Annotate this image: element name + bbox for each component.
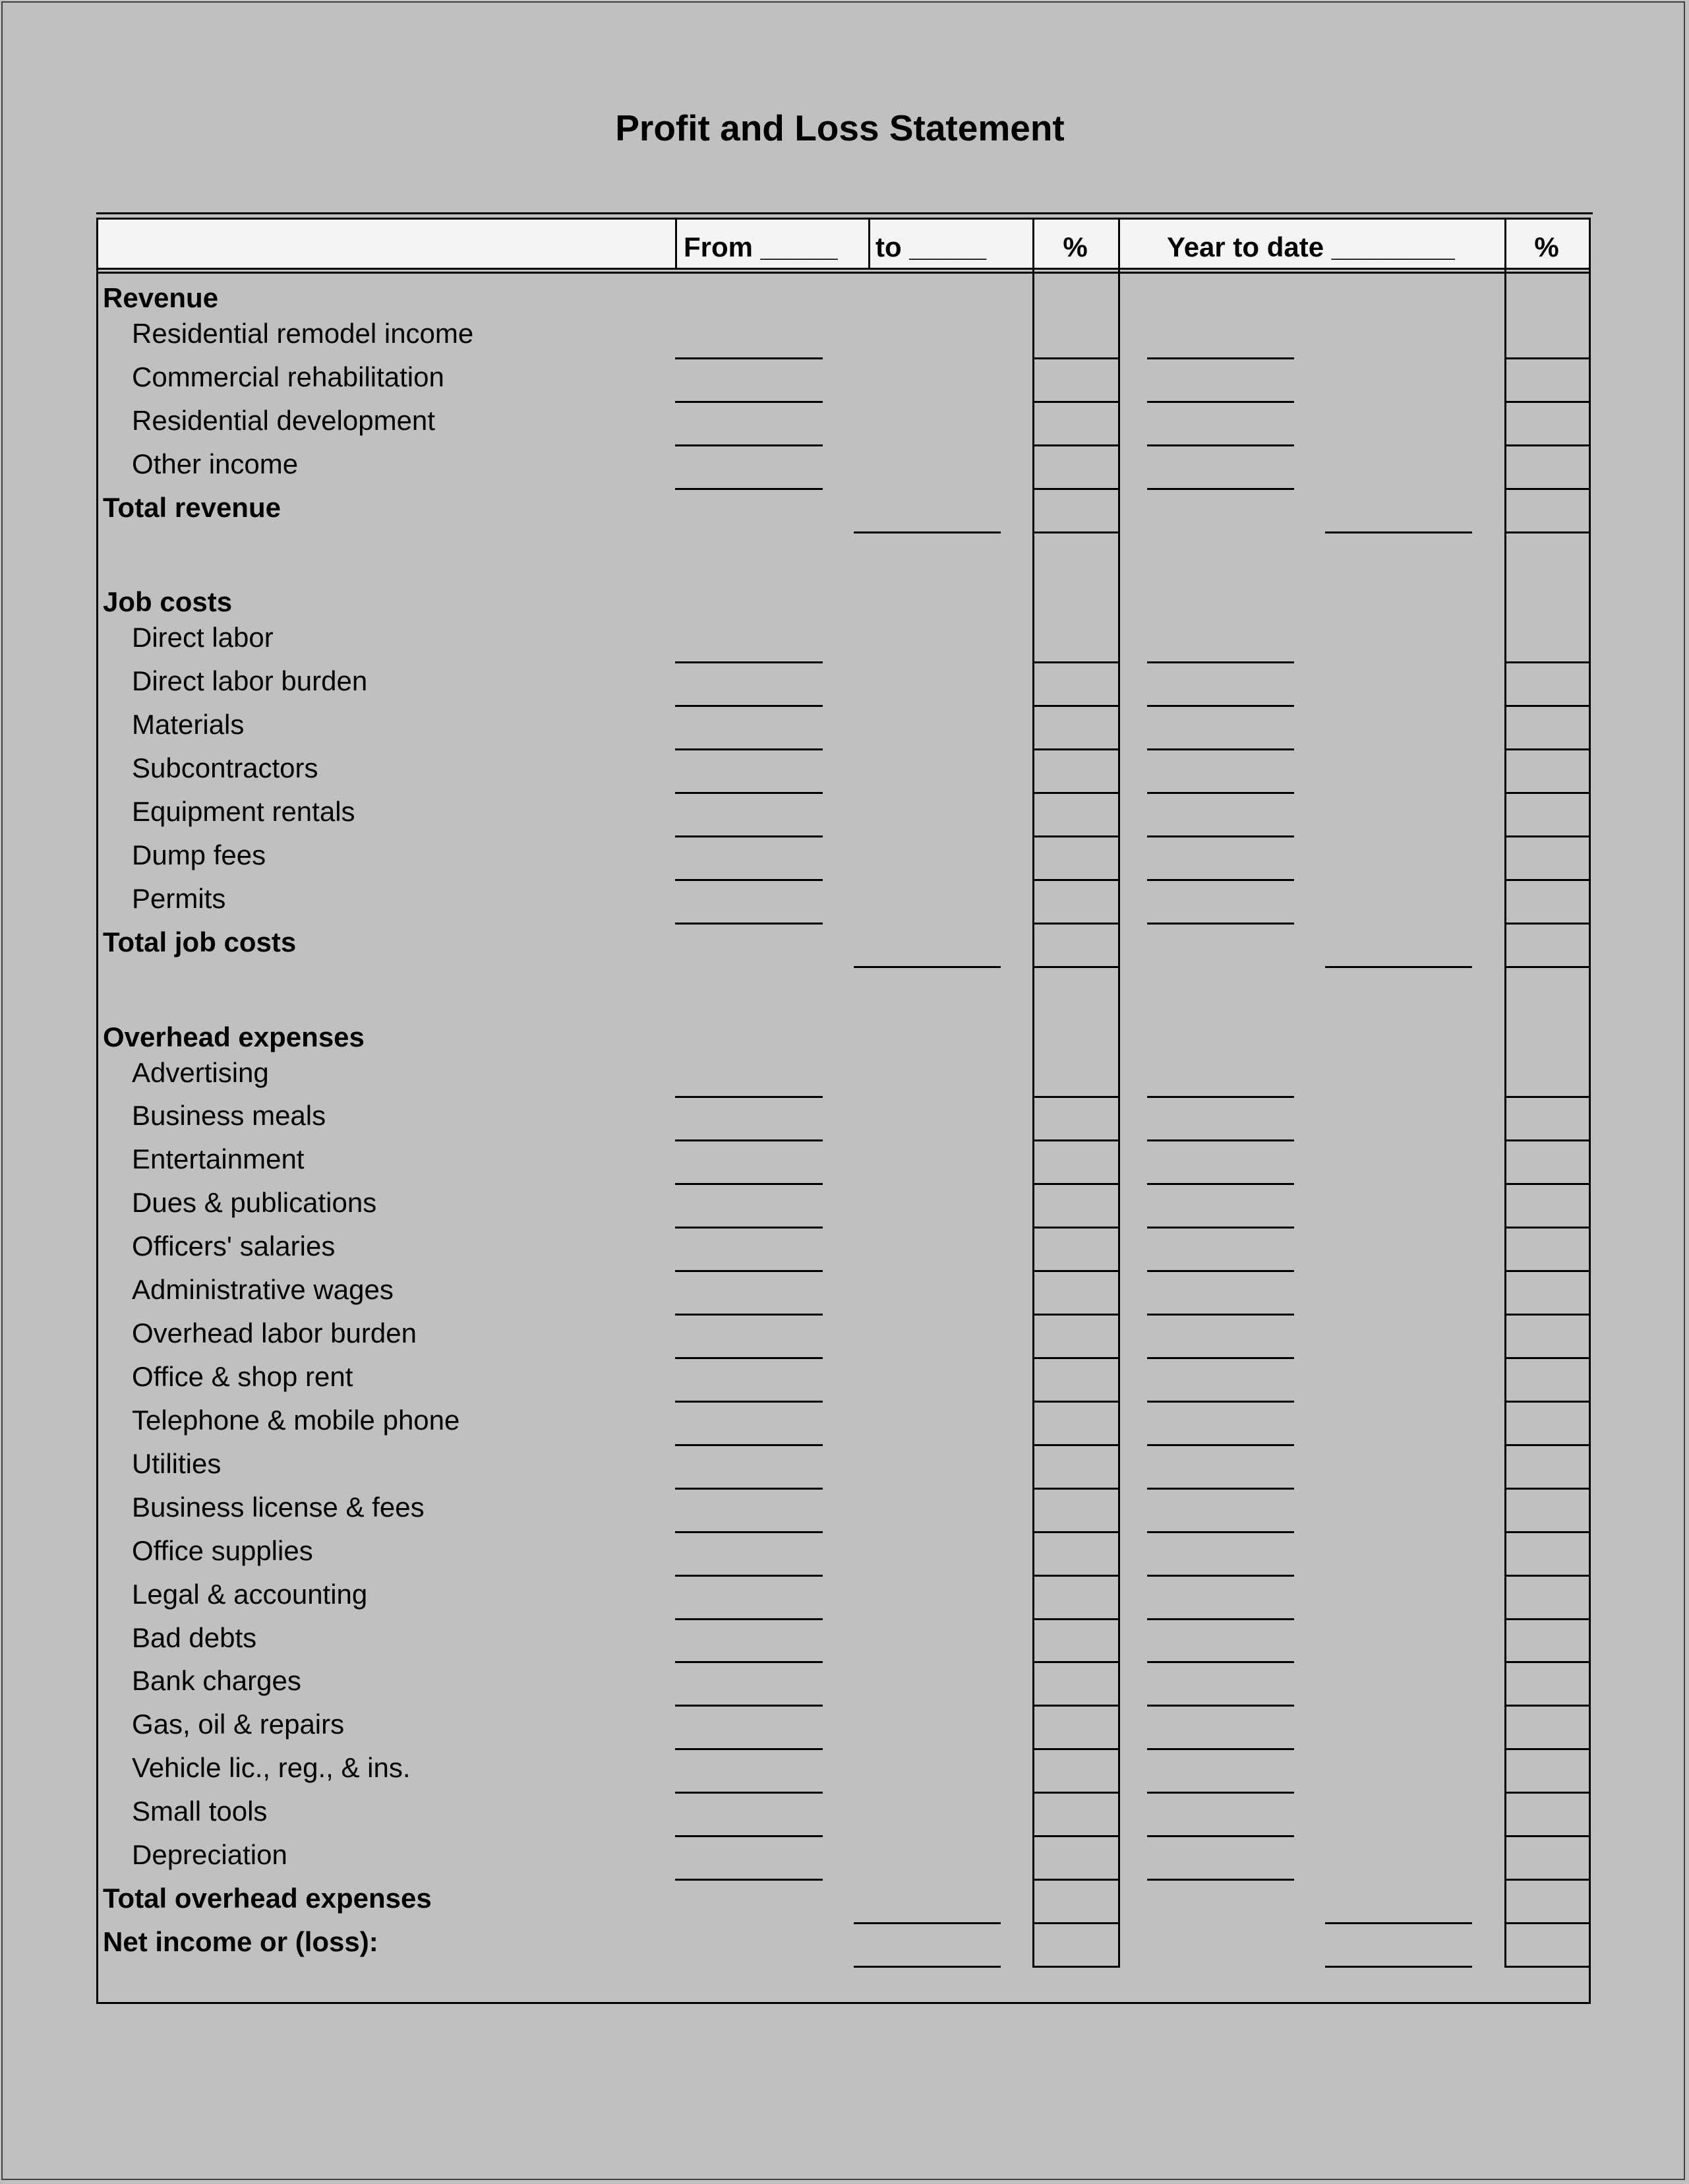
period-amount-field[interactable]	[675, 705, 823, 707]
ytd-amount-field[interactable]	[1147, 1748, 1294, 1750]
period-percent-field[interactable]	[1032, 1183, 1118, 1185]
header-rule-upper	[96, 268, 1589, 270]
ytd-percent-field[interactable]	[1504, 1531, 1589, 1533]
period-percent-field[interactable]	[1032, 488, 1118, 490]
period-amount-field[interactable]	[675, 1314, 823, 1316]
ytd-percent-field[interactable]	[1504, 966, 1589, 968]
period-percent-field[interactable]	[1032, 835, 1118, 837]
ytd-percent-field[interactable]	[1504, 1139, 1589, 1141]
ytd-percent-field[interactable]	[1504, 1922, 1589, 1924]
line-item-label: Direct labor burden	[132, 665, 368, 696]
period-amount-field[interactable]	[675, 879, 823, 881]
ytd-percent-field[interactable]	[1504, 1357, 1589, 1359]
period-percent-field[interactable]	[1032, 1096, 1118, 1098]
ytd-amount-field[interactable]	[1147, 705, 1294, 707]
period-amount-field[interactable]	[675, 792, 823, 794]
period-percent-field[interactable]	[1032, 1966, 1118, 1968]
period-amount-field[interactable]	[675, 1835, 823, 1837]
top-rule-outer	[96, 212, 1593, 214]
period-percent-field[interactable]	[1032, 401, 1118, 403]
ytd-percent-field[interactable]	[1504, 1444, 1589, 1446]
ytd-percent-field[interactable]	[1504, 1096, 1589, 1098]
period-amount-field[interactable]	[675, 357, 823, 359]
percent-column-left	[1032, 218, 1034, 1968]
ytd-percent-field[interactable]	[1504, 531, 1589, 533]
top-rule-inner	[96, 218, 1589, 220]
period-percent-field[interactable]	[1032, 1922, 1118, 1924]
ytd-percent-column-left	[1504, 218, 1506, 1968]
period-percent-field[interactable]	[1032, 1357, 1118, 1359]
period-amount-field[interactable]	[675, 1183, 823, 1185]
ytd-percent-field[interactable]	[1504, 1705, 1589, 1707]
period-percent-field[interactable]	[1032, 444, 1118, 446]
ytd-percent-field[interactable]	[1504, 357, 1589, 359]
line-item-label: Direct labor	[132, 622, 274, 653]
period-percent-field[interactable]	[1032, 1792, 1118, 1794]
ytd-amount-field[interactable]	[1147, 444, 1294, 446]
period-percent-field[interactable]	[1032, 1444, 1118, 1446]
ytd-percent-field[interactable]	[1504, 1792, 1589, 1794]
period-percent-field[interactable]	[1032, 879, 1118, 881]
line-item-label: Other income	[132, 448, 299, 479]
period-amount-field[interactable]	[675, 1575, 823, 1577]
ytd-percent-field[interactable]	[1504, 705, 1589, 707]
line-item-label: Gas, oil & repairs	[132, 1709, 345, 1740]
line-item-label: Residential remodel income	[132, 318, 474, 349]
line-item-label: Overhead labor burden	[132, 1318, 417, 1349]
line-item-label: Dump fees	[132, 839, 266, 870]
period-percent-field[interactable]	[1032, 1835, 1118, 1837]
ytd-percent-field[interactable]	[1504, 1227, 1589, 1228]
ytd-percent-field[interactable]	[1504, 1748, 1589, 1750]
period-amount-field[interactable]	[675, 1618, 823, 1620]
ytd-percent-field[interactable]	[1504, 401, 1589, 403]
total-label: Total job costs	[103, 926, 297, 957]
period-amount-field[interactable]	[675, 1227, 823, 1228]
ytd-amount-field[interactable]	[1147, 1879, 1294, 1881]
line-item-label: Bad debts	[132, 1622, 257, 1653]
period-percent-field[interactable]	[1032, 1748, 1118, 1750]
header-rule-lower	[96, 272, 1589, 274]
bottom-rule	[96, 2002, 1591, 2004]
ytd-amount-field[interactable]	[1147, 748, 1294, 750]
ytd-amount-field[interactable]	[1147, 1357, 1294, 1359]
line-item-label: Bank charges	[132, 1665, 301, 1696]
header-percent-ytd: %	[1534, 231, 1559, 262]
period-percent-field[interactable]	[1032, 1705, 1118, 1707]
period-amount-field[interactable]	[675, 1401, 823, 1403]
section-heading: Overhead expenses	[103, 1021, 365, 1052]
line-item-label: Vehicle lic., reg., & ins.	[132, 1752, 411, 1783]
ytd-percent-field[interactable]	[1504, 661, 1589, 663]
period-amount-field[interactable]	[675, 1444, 823, 1446]
ytd-amount-field[interactable]	[1147, 1227, 1294, 1228]
period-amount-field[interactable]	[675, 835, 823, 837]
ytd-percent-field[interactable]	[1504, 923, 1589, 925]
period-percent-field[interactable]	[1032, 1401, 1118, 1403]
period-percent-field[interactable]	[1032, 1879, 1118, 1881]
period-total-field[interactable]	[854, 966, 1001, 968]
ytd-percent-field[interactable]	[1504, 1966, 1589, 1968]
period-total-field[interactable]	[854, 531, 1001, 533]
line-item-label: Officers' salaries	[132, 1230, 336, 1261]
ytd-amount-field[interactable]	[1147, 879, 1294, 881]
ytd-amount-field[interactable]	[1147, 923, 1294, 925]
period-amount-field[interactable]	[675, 1705, 823, 1707]
percent-column-right	[1118, 218, 1120, 1968]
period-percent-field[interactable]	[1032, 1661, 1118, 1663]
header-divider-to	[868, 218, 870, 268]
ytd-amount-field[interactable]	[1147, 1531, 1294, 1533]
ytd-percent-field[interactable]	[1504, 748, 1589, 750]
period-percent-field[interactable]	[1032, 966, 1118, 968]
period-amount-field[interactable]	[675, 1139, 823, 1141]
ytd-percent-field[interactable]	[1504, 792, 1589, 794]
ytd-amount-field[interactable]	[1147, 1835, 1294, 1837]
ytd-percent-field[interactable]	[1504, 1618, 1589, 1620]
line-item-label: Legal & accounting	[132, 1579, 368, 1610]
ytd-percent-field[interactable]	[1504, 444, 1589, 446]
ytd-amount-field[interactable]	[1147, 401, 1294, 403]
period-total-field[interactable]	[854, 1966, 1001, 1968]
ytd-percent-field[interactable]	[1504, 1835, 1589, 1837]
line-item-label: Subcontractors	[132, 752, 318, 783]
right-border	[1589, 218, 1591, 2004]
ytd-amount-field[interactable]	[1147, 1618, 1294, 1620]
period-amount-field[interactable]	[675, 1531, 823, 1533]
header-from: From _____	[684, 231, 838, 262]
period-amount-field[interactable]	[675, 444, 823, 446]
line-item-label: Commercial rehabilitation	[132, 361, 444, 392]
header-year-to-date: Year to date ________	[1167, 231, 1455, 262]
period-percent-field[interactable]	[1032, 1618, 1118, 1620]
ytd-percent-field[interactable]	[1504, 879, 1589, 881]
ytd-amount-field[interactable]	[1147, 1488, 1294, 1490]
ytd-percent-field[interactable]	[1504, 1488, 1589, 1490]
period-total-field[interactable]	[854, 1922, 1001, 1924]
period-amount-field[interactable]	[675, 1792, 823, 1794]
ytd-amount-field[interactable]	[1147, 1792, 1294, 1794]
line-item-label: Small tools	[132, 1796, 268, 1827]
ytd-percent-field[interactable]	[1504, 1575, 1589, 1577]
line-item-label: Dues & publications	[132, 1187, 377, 1218]
line-item-label: Business meals	[132, 1100, 326, 1131]
ytd-amount-field[interactable]	[1147, 1661, 1294, 1663]
period-amount-field[interactable]	[675, 488, 823, 490]
ytd-amount-field[interactable]	[1147, 1314, 1294, 1316]
page-title: Profit and Loss Statement	[615, 107, 1065, 148]
total-label: Total revenue	[103, 492, 281, 523]
line-item-label: Advertising	[132, 1057, 269, 1088]
line-item-label: Depreciation	[132, 1839, 287, 1870]
period-percent-field[interactable]	[1032, 357, 1118, 359]
ytd-amount-field[interactable]	[1147, 1575, 1294, 1577]
ytd-amount-field[interactable]	[1147, 1183, 1294, 1185]
period-amount-field[interactable]	[675, 1748, 823, 1750]
ytd-amount-field[interactable]	[1147, 835, 1294, 837]
ytd-percent-field[interactable]	[1504, 488, 1589, 490]
period-percent-field[interactable]	[1032, 1227, 1118, 1228]
period-percent-field[interactable]	[1032, 1270, 1118, 1272]
ytd-total-field[interactable]	[1325, 1966, 1472, 1968]
period-percent-field[interactable]	[1032, 1531, 1118, 1533]
header-percent-period: %	[1063, 231, 1088, 262]
ytd-percent-field[interactable]	[1504, 835, 1589, 837]
ytd-percent-field[interactable]	[1504, 1270, 1589, 1272]
section-heading: Job costs	[103, 586, 233, 617]
line-item-label: Equipment rentals	[132, 796, 355, 827]
ytd-amount-field[interactable]	[1147, 488, 1294, 490]
total-label: Total overhead expenses	[103, 1883, 432, 1914]
period-amount-field[interactable]	[675, 748, 823, 750]
ytd-percent-field[interactable]	[1504, 1183, 1589, 1185]
period-amount-field[interactable]	[675, 1270, 823, 1272]
period-percent-field[interactable]	[1032, 748, 1118, 750]
line-item-label: Permits	[132, 883, 226, 914]
period-amount-field[interactable]	[675, 1357, 823, 1359]
period-amount-field[interactable]	[675, 1488, 823, 1490]
line-item-label: Business license & fees	[132, 1492, 425, 1523]
period-amount-field[interactable]	[675, 661, 823, 663]
ytd-amount-field[interactable]	[1147, 1139, 1294, 1141]
period-amount-field[interactable]	[675, 1096, 823, 1098]
period-percent-field[interactable]	[1032, 705, 1118, 707]
period-amount-field[interactable]	[675, 1879, 823, 1881]
ytd-amount-field[interactable]	[1147, 792, 1294, 794]
line-item-label: Administrative wages	[132, 1274, 394, 1305]
period-percent-field[interactable]	[1032, 531, 1118, 533]
header-to: to _____	[875, 231, 987, 262]
ytd-total-field[interactable]	[1325, 1922, 1472, 1924]
ytd-amount-field[interactable]	[1147, 357, 1294, 359]
line-item-label: Telephone & mobile phone	[132, 1405, 460, 1436]
period-amount-field[interactable]	[675, 923, 823, 925]
ytd-amount-field[interactable]	[1147, 661, 1294, 663]
ytd-percent-field[interactable]	[1504, 1314, 1589, 1316]
period-percent-field[interactable]	[1032, 1314, 1118, 1316]
ytd-total-field[interactable]	[1325, 531, 1472, 533]
line-item-label: Office supplies	[132, 1535, 313, 1566]
period-amount-field[interactable]	[675, 1661, 823, 1663]
line-item-label: Entertainment	[132, 1143, 305, 1174]
total-label: Net income or (loss):	[103, 1926, 378, 1957]
ytd-amount-field[interactable]	[1147, 1096, 1294, 1098]
header-divider-from	[675, 218, 677, 268]
period-percent-field[interactable]	[1032, 792, 1118, 794]
line-item-label: Utilities	[132, 1448, 222, 1479]
section-heading: Revenue	[103, 282, 219, 313]
ytd-amount-field[interactable]	[1147, 1444, 1294, 1446]
period-percent-field[interactable]	[1032, 923, 1118, 925]
line-item-label: Materials	[132, 709, 245, 740]
period-amount-field[interactable]	[675, 401, 823, 403]
period-percent-field[interactable]	[1032, 661, 1118, 663]
ytd-percent-field[interactable]	[1504, 1879, 1589, 1881]
line-item-label: Residential development	[132, 405, 435, 436]
period-percent-field[interactable]	[1032, 1488, 1118, 1490]
ytd-total-field[interactable]	[1325, 966, 1472, 968]
ytd-amount-field[interactable]	[1147, 1705, 1294, 1707]
left-border	[96, 218, 98, 2004]
period-percent-field[interactable]	[1032, 1575, 1118, 1577]
period-percent-field[interactable]	[1032, 1139, 1118, 1141]
line-item-label: Office & shop rent	[132, 1361, 353, 1392]
ytd-percent-field[interactable]	[1504, 1661, 1589, 1663]
ytd-amount-field[interactable]	[1147, 1401, 1294, 1403]
ytd-amount-field[interactable]	[1147, 1270, 1294, 1272]
ytd-percent-field[interactable]	[1504, 1401, 1589, 1403]
